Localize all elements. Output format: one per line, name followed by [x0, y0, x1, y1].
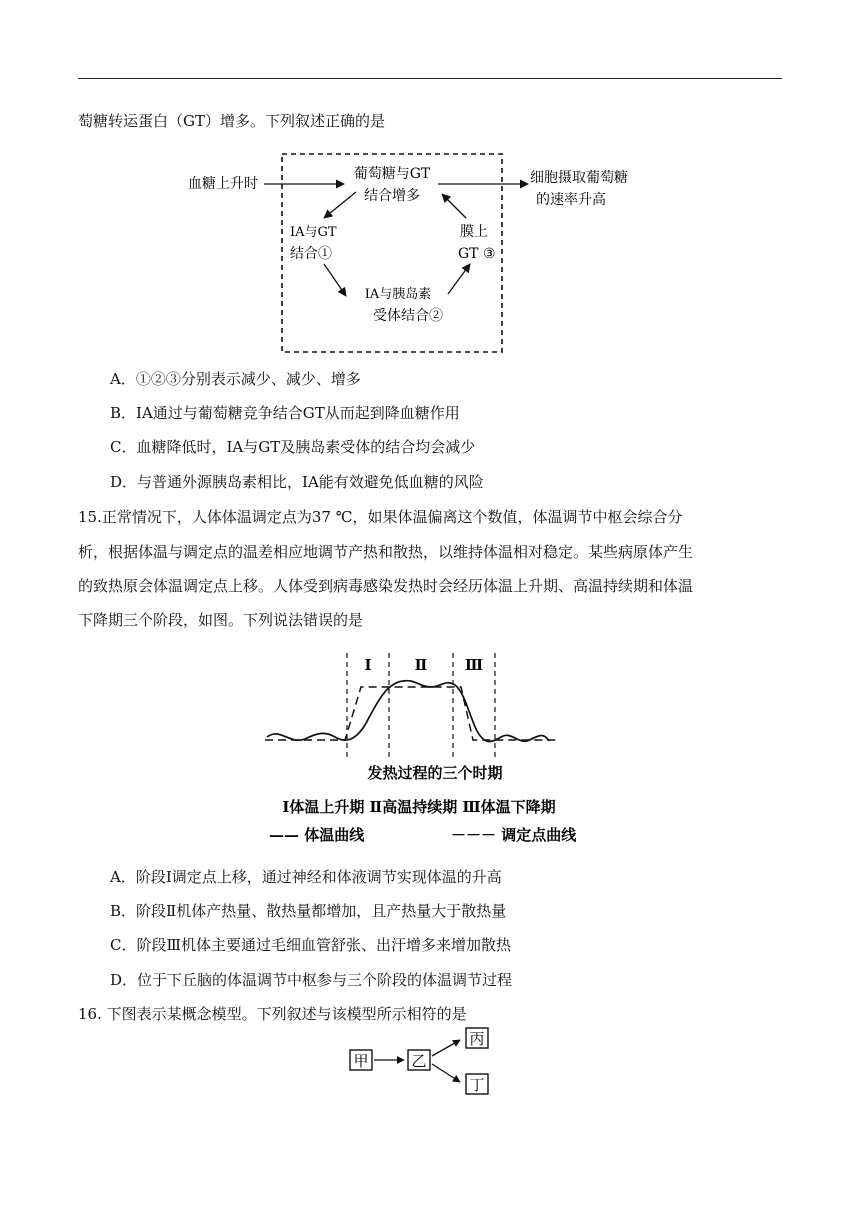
q14-stem-tail: 萄糖转运蛋白（GT）增多。下列叙述正确的是: [78, 112, 385, 130]
q16-model: [344, 1026, 504, 1098]
right-line2: GT ③: [458, 246, 496, 262]
header-rule: [78, 78, 782, 79]
q15-option-d: D．位于下丘脑的体温调节中枢参与三个阶段的体温调节过程: [110, 971, 513, 989]
node-c-label: 丙: [469, 1030, 485, 1048]
bottom-line2: 受体结合②: [373, 308, 443, 324]
input-label: 血糖上升时: [188, 176, 258, 192]
center-line1: 葡萄糖与GT: [353, 166, 431, 182]
legend-solid-curve: —— 体温曲线: [269, 826, 365, 844]
figure-caption: 发热过程的三个时期: [367, 764, 503, 782]
phase-3-label: Ⅲ: [464, 656, 484, 674]
output-line2: 的速率升高: [536, 192, 606, 208]
q14-option-a: A．①②③分别表示减少、减少、增多: [110, 370, 361, 388]
q15-option-c: C．阶段Ⅲ机体主要通过毛细血管舒张、出汗增多来增加散热: [110, 936, 511, 954]
node-a-label: 甲: [353, 1052, 369, 1070]
output-line1: 细胞摄取葡萄糖: [530, 170, 628, 186]
q15-option-b: B．阶段Ⅱ机体产热量、散热量都增加，且产热量大于散热量: [110, 902, 507, 920]
phase-2-label: Ⅱ: [414, 656, 428, 674]
q15-stem-line2: 析，根据体温与调定点的温差相应地调节产热和散热，以维持体温相对稳定。某些病原体产生: [78, 543, 694, 561]
left-line2: 结合①: [290, 246, 332, 262]
left-line1: IA与GT: [290, 225, 337, 240]
q14-option-c: C．血糖降低时，IA与GT及胰岛素受体的结合均会减少: [110, 438, 476, 456]
phase-1-label: Ⅰ: [364, 656, 372, 674]
body-temperature-curve: [267, 681, 549, 742]
center-line2: 结合增多: [364, 188, 420, 204]
q14-option-b: B．IA通过与葡萄糖竞争结合GT从而起到降血糖作用: [110, 404, 460, 422]
q15-figure: [255, 645, 615, 850]
arrow-center-left: [324, 192, 356, 218]
figure-legend-phases: Ⅰ体温上升期 Ⅱ高温持续期 Ⅲ体温下降期: [282, 798, 556, 816]
q15-stem-line3: 的致热原会体温调定点上移。人体受到病毒感染发热时会经历体温上升期、高温持续期和体温: [78, 577, 694, 595]
q15-stem-line4: 下降期三个阶段，如图。下列说法错误的是: [78, 611, 364, 629]
node-b-label: 乙: [411, 1052, 427, 1070]
node-d-label: 丁: [469, 1076, 485, 1094]
bottom-line1: IA与胰岛素: [364, 287, 432, 302]
set-point-curve: [265, 687, 560, 740]
q15-stem-line1: 15.正常情况下，人体体温调定点为37 ℃，如果体温偏离这个数值，体温调节中枢会综合分: [78, 508, 683, 526]
q14-option-d: D．与普通外源胰岛素相比，IA能有效避免低血糖的风险: [110, 473, 484, 491]
arrow-b-c: [432, 1040, 460, 1056]
right-line1: 膜上: [460, 224, 488, 240]
q16-stem: 16. 下图表示某概念模型。下列叙述与该模型所示相符的是: [78, 1005, 467, 1023]
arrow-b-d: [432, 1064, 460, 1082]
q15-option-a: A．阶段Ⅰ调定点上移，通过神经和体液调节实现体温的升高: [110, 868, 502, 886]
arrow-bottom-right: [448, 264, 470, 294]
arrow-left-bottom: [324, 264, 346, 296]
q14-diagram: [180, 148, 650, 360]
legend-dashed-curve: －－－ 调定点曲线: [451, 826, 577, 844]
arrow-right-center: [442, 194, 466, 218]
